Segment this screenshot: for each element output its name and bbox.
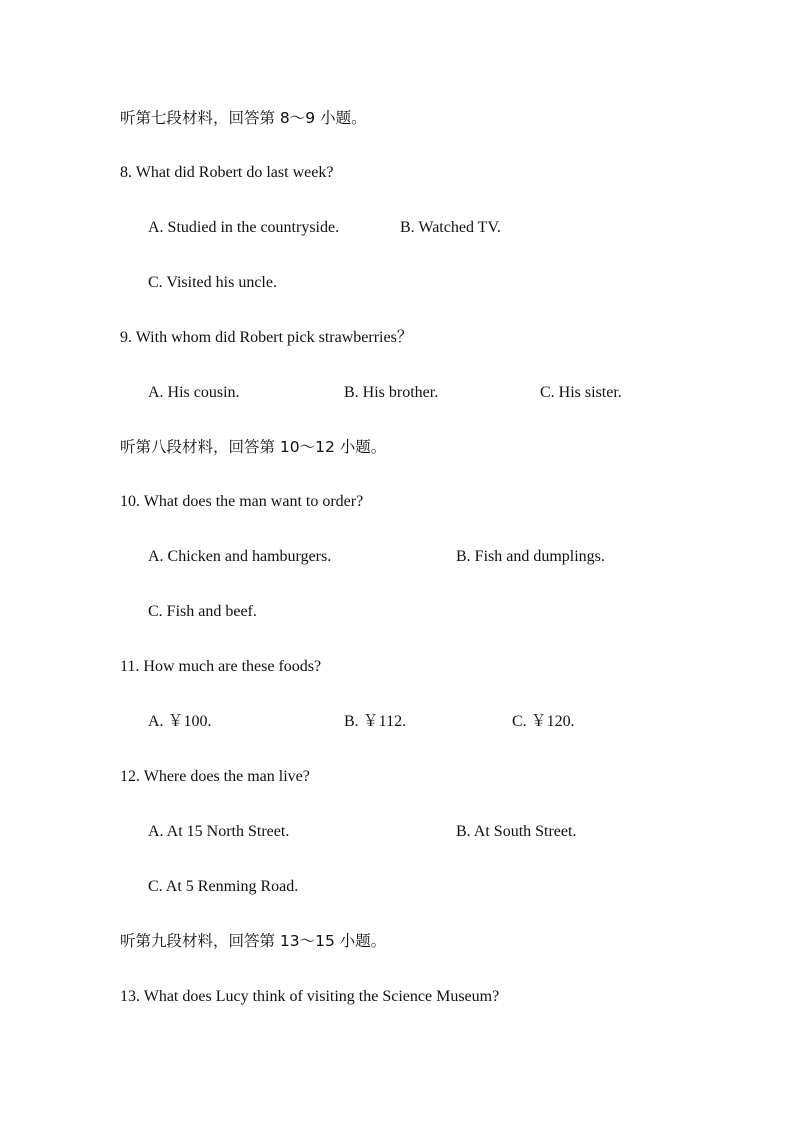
- question-12: 12. Where does the man live?: [120, 768, 310, 785]
- question-12-option-a: A. At 15 North Street.: [148, 823, 290, 840]
- question-11: 11. How much are these foods?: [120, 658, 322, 675]
- question-10-option-b: B. Fish and dumplings.: [456, 548, 605, 565]
- question-12-option-c: C. At 5 Renming Road.: [148, 878, 299, 895]
- question-9: 9. With whom did Robert pick strawberries？: [120, 329, 413, 346]
- question-8: 8. What did Robert do last week?: [120, 164, 334, 181]
- question-13: 13. What does Lucy think of visiting the Science Museum?: [120, 988, 500, 1005]
- question-11-option-b: B. ￥112.: [344, 713, 407, 730]
- section-heading-7: 听第七段材料，回答第 8～9 小题。: [120, 109, 367, 127]
- question-10-option-c: C. Fish and beef.: [148, 603, 257, 620]
- question-9-option-b: B. His brother.: [344, 384, 439, 401]
- question-9-option-a: A. His cousin.: [148, 384, 240, 401]
- question-8-option-b: B. Watched TV.: [400, 219, 501, 236]
- question-10-option-a: A. Chicken and hamburgers.: [148, 548, 332, 565]
- question-11-option-c: C. ￥120.: [512, 713, 575, 730]
- section-heading-9: 听第九段材料，回答第 13～15 小题。: [120, 932, 387, 950]
- section-heading-8: 听第八段材料，回答第 10～12 小题。: [120, 438, 387, 456]
- question-9-option-c: C. His sister.: [540, 384, 622, 401]
- question-8-option-a: A. Studied in the countryside.: [148, 219, 340, 236]
- question-11-option-a: A. ￥100.: [148, 713, 212, 730]
- question-10: 10. What does the man want to order?: [120, 493, 364, 510]
- question-12-option-b: B. At South Street.: [456, 823, 577, 840]
- question-8-option-c: C. Visited his uncle.: [148, 274, 277, 291]
